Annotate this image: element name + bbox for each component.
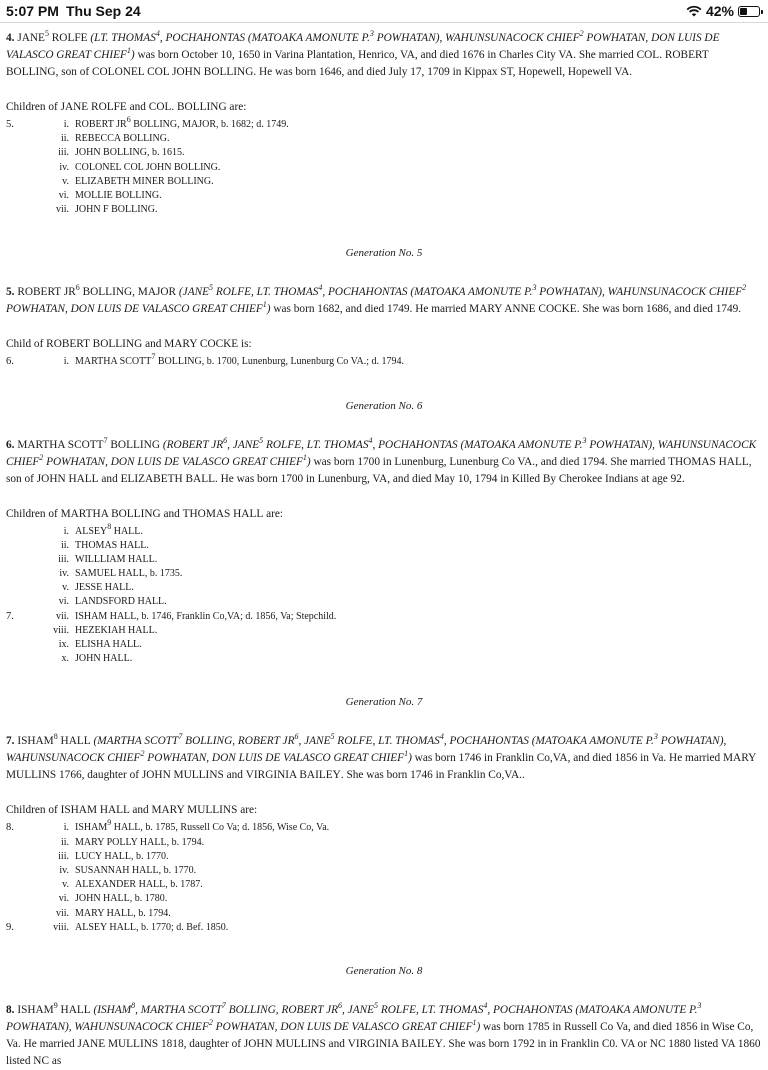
- child-row: [6, 610, 762, 624]
- entry-details: was born 1700 in Lunenburg, Lunenburg Co VA., and died 1794. She married THOMAS HALL, son of JOHN HALL and ELIZABETH BALL. He was born 1700 in Lunenburg, VA, and died May 10, 1794 in Killed By Cherokee Indians at age 92.: [6, 455, 752, 485]
- status-bar: [0, 0, 768, 23]
- generation-section: [6, 963, 762, 1070]
- child-ref-number: 8.: [6, 822, 14, 834]
- child-name: ELIZABETH MINER BOLLING.: [75, 175, 214, 187]
- children-list: [6, 521, 762, 667]
- child-row: [6, 567, 762, 581]
- child-row: [6, 175, 762, 189]
- child-roman-numeral: x.: [61, 653, 69, 665]
- child-roman-numeral: iii.: [58, 850, 69, 862]
- child-row: [6, 203, 762, 217]
- ancestry-lineage: (MARTHA SCOTT$^7$ BOLLING, ROBERT $JR^6$, JANE$^5$ ROLFE, LT. THOMAS$^4$, POCHAHONTAS (MATOAKA AMONUTE P.$^3$ POWHATAN), WAHUNSUNACOCK CHIEF$^2$ POWHATAN, DON LUIS DE VALASCO GREAT CHIEF$^1$): [6, 732, 727, 765]
- child-ref-number: 7.: [6, 610, 14, 622]
- child-row: [6, 907, 762, 921]
- generation-heading: Generation No. 8: [345, 964, 423, 977]
- child-roman-numeral: i.: [63, 119, 69, 130]
- child-roman-numeral: ix.: [58, 639, 69, 650]
- child-roman-numeral: vii.: [55, 204, 69, 216]
- generation-heading: Generation No. 6: [345, 399, 423, 412]
- child-row: [6, 624, 762, 638]
- generation-section: [6, 245, 762, 369]
- entry-details: was born October 10, 1650 in Varina Plantation, Henrico, VA, and died 1676 in Charles City VA. She married COL. ROBERT BOLLING, son of COLONEL COL JOHN BOLLING. He was born 1646, and died July 17, 1709 in Kippax ST, Hopewell, Hopewell VA.: [6, 49, 709, 78]
- child-ref-number: 9.: [6, 921, 14, 933]
- status-date: Thu Sep 24: [66, 3, 141, 19]
- child-roman-numeral: iv.: [59, 568, 69, 580]
- entry-number: 7.: [6, 735, 15, 748]
- person-name: ISHAM$^8$ HALL: [17, 732, 91, 748]
- entry-details: was born 1682, and died 1749. He married MARY ANNE COCKE. She was born 1686, and died 1749.: [270, 303, 742, 316]
- child-roman-numeral: vi.: [58, 189, 69, 201]
- ancestry-lineage: (JANE$^5$ ROLFE, LT. THOMAS$^4$, POCHAHONTAS (MATOAKA AMONUTE P.$^3$ POWHATAN), WAHUNSUNACOCK CHIEF$^2$ POWHATAN, DON LUIS DE VALASCO GREAT CHIEF$^1$): [6, 283, 747, 316]
- children-list: [6, 818, 762, 935]
- entry-number: 4.: [6, 32, 15, 44]
- children-list: [6, 352, 762, 369]
- child-name: JESSE HALL.: [75, 582, 134, 594]
- child-row: [6, 595, 762, 609]
- person-entry: [6, 437, 762, 488]
- children-intro: Child of ROBERT BOLLING and MARY COCKE is:: [6, 338, 252, 351]
- child-row: [6, 189, 762, 203]
- person-entry: [6, 733, 762, 784]
- child-roman-numeral: iv.: [59, 161, 69, 173]
- generation-heading: Generation No. 5: [345, 247, 423, 260]
- entry-paragraph: [6, 284, 762, 318]
- entry-paragraph: [6, 1002, 762, 1070]
- child-name: ALSEY$^8$ HALL.: [75, 521, 143, 537]
- person-name: ROBERT $JR^6$ BOLLING, MAJOR: [17, 283, 177, 299]
- child-roman-numeral: i.: [63, 525, 69, 537]
- child-name: ISHAM$^9$ HALL, b. 1785, Russell Co Va; d. 1856, Wise Co, Va.: [75, 818, 330, 834]
- person-entry: [6, 30, 762, 81]
- child-row: [6, 581, 762, 595]
- child-name: MOLLIE BOLLING.: [75, 189, 162, 201]
- wifi-icon: [686, 5, 702, 17]
- child-row: [6, 521, 762, 539]
- child-roman-numeral: v.: [62, 879, 69, 891]
- child-row: [6, 864, 762, 878]
- child-roman-numeral: iii.: [58, 147, 69, 159]
- person-entry: [6, 284, 762, 318]
- child-roman-numeral: vi.: [58, 893, 69, 905]
- child-row: [6, 850, 762, 864]
- child-roman-numeral: i.: [63, 822, 69, 834]
- ancestry-lineage: (ROBERT $JR^6$, JANE$^5$ ROLFE, LT. THOMAS$^4$, POCHAHONTAS (MATOAKA AMONUTE P.$^3$ POWHATAN), WAHUNSUNACOCK CHIEF$^2$ POWHATAN, DON LUIS DE VALASCO GREAT CHIEF$^1$): [6, 435, 757, 468]
- child-row: [6, 878, 762, 892]
- children-list: [6, 115, 762, 217]
- child-name: ALSEY HALL, b. 1770; d. Bef. 1850.: [75, 921, 229, 933]
- children-intro: Children of JANE ROLFE and COL. BOLLING are:: [6, 101, 247, 113]
- child-roman-numeral: ii.: [60, 539, 69, 551]
- child-row: [6, 352, 762, 369]
- child-row: [6, 652, 762, 666]
- child-row: [6, 818, 762, 835]
- person-entry: [6, 1002, 762, 1070]
- ancestry-lineage: (LT. THOMAS$^4$, POCHAHONTAS (MATOAKA AMONUTE P.$^3$ POWHATAN), WAHUNSUNACOCK CHIEF$^2$ POWHATAN, DON LUIS DE VALASCO GREAT CHIEF$^1$): [6, 29, 720, 61]
- child-name: ROBERT $JR^6$ BOLLING, MAJOR, b. 1682; d. 1749.: [75, 115, 289, 130]
- child-ref-number: 6.: [6, 356, 14, 368]
- person-name: JANE$^5$ ROLFE: [17, 29, 88, 44]
- entry-paragraph: [6, 733, 762, 784]
- child-name: JOHN HALL.: [75, 653, 133, 665]
- child-name: LUCY HALL, b. 1770.: [75, 850, 169, 862]
- entry-number: 8.: [6, 1003, 15, 1016]
- status-time: 5:07 PM: [6, 3, 59, 19]
- child-name: WILLLIAM HALL.: [75, 553, 158, 565]
- child-roman-numeral: v.: [62, 175, 69, 187]
- battery-percent: 42%: [705, 3, 734, 19]
- child-name: ELISHA HALL.: [75, 639, 142, 650]
- battery-icon: [738, 6, 760, 17]
- child-name: REBECCA BOLLING.: [75, 133, 170, 145]
- child-roman-numeral: ii.: [60, 133, 69, 145]
- child-roman-numeral: viii.: [53, 921, 69, 933]
- child-name: ISHAM HALL, b. 1746, Franklin Co,VA; d. 1856, Va; Stepchild.: [75, 610, 337, 622]
- battery-fill: [740, 8, 747, 15]
- child-roman-numeral: viii.: [53, 624, 69, 636]
- child-row: [6, 161, 762, 175]
- child-name: LANDSFORD HALL.: [75, 596, 167, 608]
- child-name: MARY HALL, b. 1794.: [75, 907, 171, 919]
- entry-details: was born 1785 in Russell Co Va, and died 1856 in Wise Co, Va. He married JANE MULLINS 1818, daughter of JOHN MULLINS and VIRGINIA BAILEY. She was born 1792 in in Franklin C0. VA or NC 1880 listed VA 1860 listed NC as: [6, 1020, 761, 1067]
- child-name: MARTHA SCOTT$^7$ BOLLING, b. 1700, Lunenburg, Lunenburg Co VA.; d. 1794.: [75, 352, 405, 368]
- child-name: ALEXANDER HALL, b. 1787.: [75, 879, 203, 891]
- child-ref-number: 5.: [6, 119, 14, 130]
- child-row: [6, 553, 762, 567]
- person-name: ISHAM$^9$ HALL: [17, 1000, 91, 1016]
- person-name: MARTHA SCOTT$^7$ BOLLING: [17, 435, 160, 451]
- entry-number: 5.: [6, 286, 15, 299]
- child-roman-numeral: vii.: [55, 610, 69, 622]
- generation-section: [6, 398, 762, 667]
- child-row: [6, 132, 762, 146]
- entry-paragraph: [6, 30, 762, 81]
- entry-paragraph: [6, 437, 762, 488]
- child-row: [6, 836, 762, 850]
- child-row: [6, 539, 762, 553]
- child-name: JOHN BOLLING, b. 1615.: [75, 147, 185, 159]
- child-roman-numeral: iv.: [59, 864, 69, 876]
- child-roman-numeral: vii.: [55, 907, 69, 919]
- child-name: SUSANNAH HALL, b. 1770.: [75, 864, 197, 876]
- document-page: [6, 30, 762, 1070]
- child-roman-numeral: vi.: [58, 596, 69, 608]
- generation-heading: Generation No. 7: [345, 696, 423, 709]
- child-name: JOHN HALL, b. 1780.: [75, 893, 168, 905]
- child-row: [6, 115, 762, 132]
- status-right: [686, 3, 760, 19]
- child-row: [6, 892, 762, 906]
- child-roman-numeral: iii.: [58, 553, 69, 565]
- child-roman-numeral: v.: [62, 582, 69, 594]
- child-name: MARY POLLY HALL, b. 1794.: [75, 836, 205, 848]
- generation-section: [6, 694, 762, 935]
- child-row: [6, 638, 762, 652]
- child-name: THOMAS HALL.: [75, 539, 149, 551]
- child-name: JOHN F BOLLING.: [75, 204, 158, 216]
- children-intro: Children of ISHAM HALL and MARY MULLINS are:: [6, 804, 258, 817]
- child-roman-numeral: ii.: [60, 836, 69, 848]
- battery-nub: [761, 10, 763, 14]
- child-roman-numeral: i.: [63, 356, 69, 368]
- child-row: [6, 921, 762, 935]
- ancestry-lineage: (ISHAM$^8$, MARTHA SCOTT$^7$ BOLLING, ROBERT $JR^6$, JANE$^5$ ROLFE, LT. THOMAS$^4$, POCHAHONTAS (MATOAKA AMONUTE P.$^3$ POWHATAN), WAHUNSUNACOCK CHIEF$^2$ POWHATAN, DON LUIS DE VALASCO GREAT CHIEF$^1$): [6, 1000, 702, 1033]
- entry-details: was born 1746 in Franklin Co,VA, and died 1856 in Va. He married MARY MULLINS 1766, daughter of JOHN MULLINS and VIRGINIA BAILEY. She was born 1746 in Franklin Co,VA..: [6, 752, 756, 782]
- children-intro: Children of MARTHA BOLLING and THOMAS HALL are:: [6, 507, 284, 520]
- entry-number: 6.: [6, 438, 15, 451]
- child-name: COLONEL COL JOHN BOLLING.: [75, 161, 221, 173]
- generation-section: [6, 30, 762, 217]
- child-row: [6, 146, 762, 160]
- child-name: HEZEKIAH HALL.: [75, 624, 158, 636]
- child-name: SAMUEL HALL, b. 1735.: [75, 568, 183, 580]
